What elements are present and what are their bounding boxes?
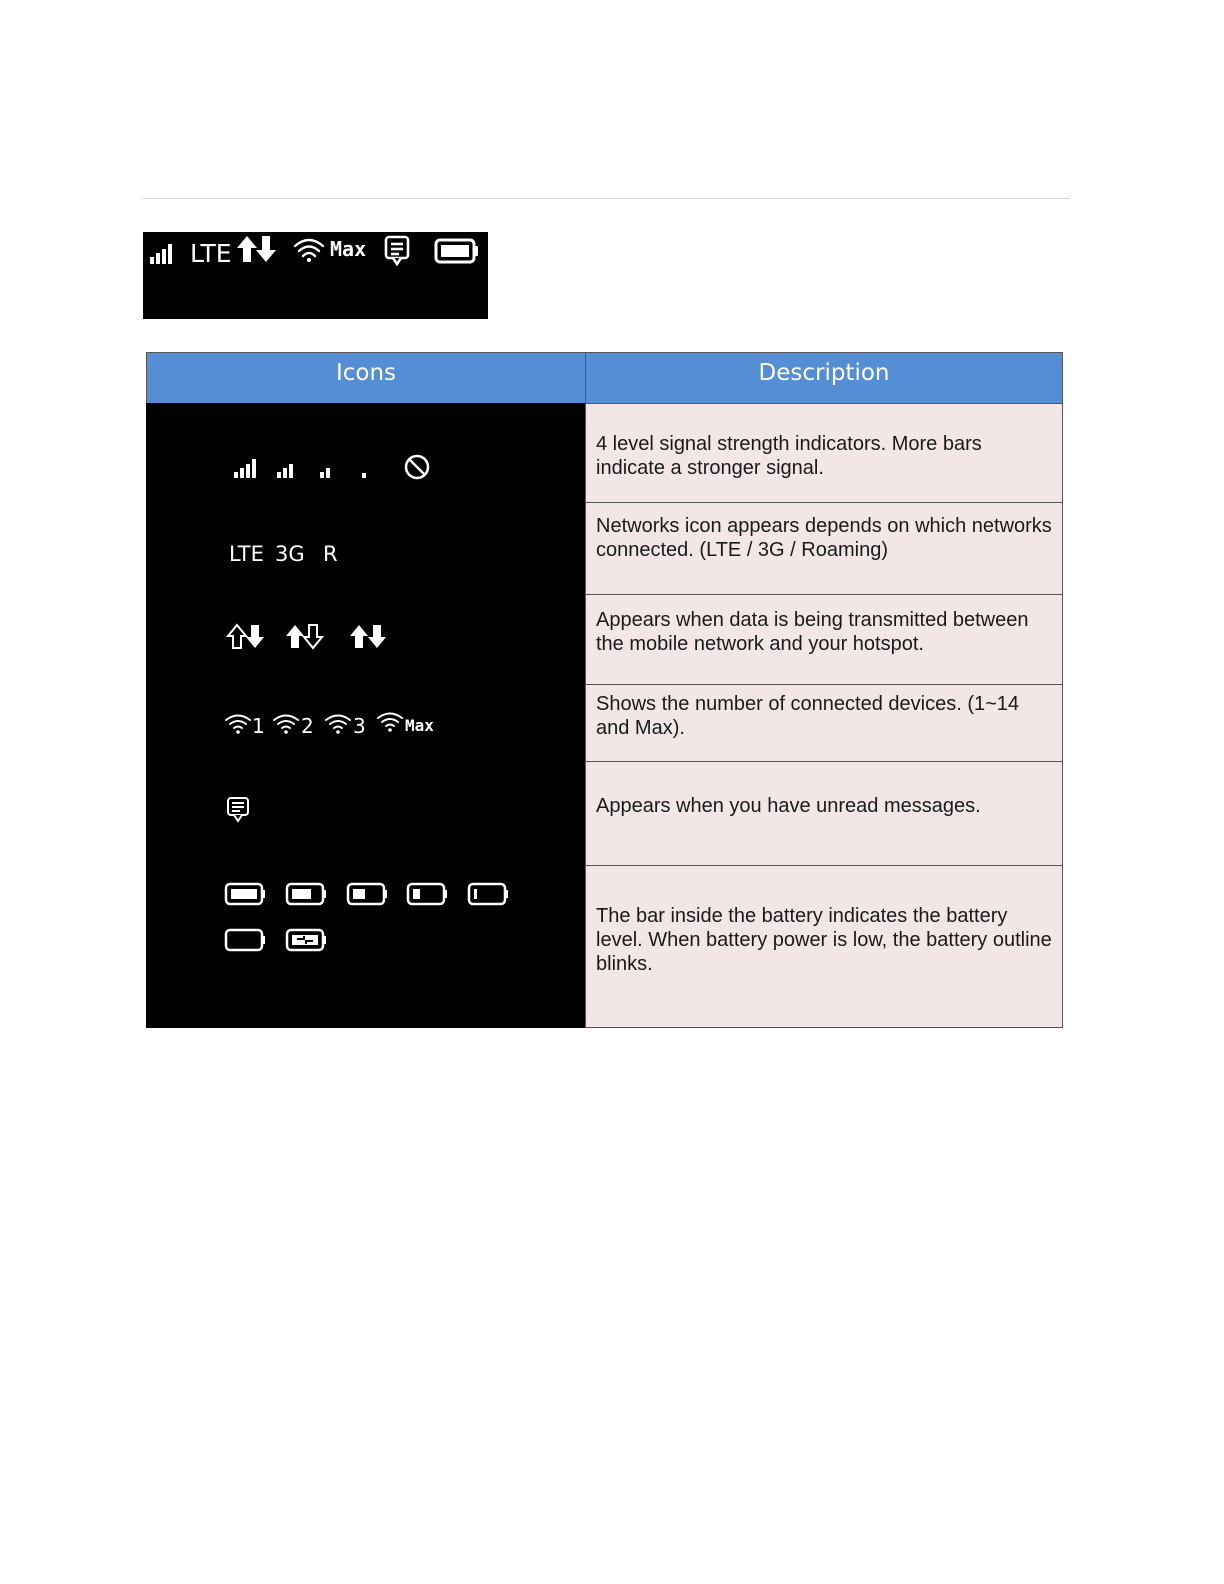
network-roaming-label: R bbox=[323, 542, 338, 566]
battery-25-icon bbox=[408, 884, 447, 904]
device-count-2: 2 bbox=[301, 714, 314, 738]
battery-empty-icon bbox=[226, 930, 265, 950]
description-network bbox=[585, 502, 1063, 595]
device-count-3: 3 bbox=[353, 714, 366, 738]
device-count-max: Max bbox=[405, 716, 434, 735]
wifi-device-count-1 bbox=[226, 716, 250, 734]
signal-icon bbox=[150, 244, 172, 264]
network-lte-label: LTE bbox=[229, 542, 264, 566]
network-3g-label: 3G bbox=[275, 542, 305, 566]
wifi-icon bbox=[295, 240, 323, 262]
battery-full-icon bbox=[226, 884, 265, 904]
wifi-max-label: Max bbox=[330, 237, 367, 261]
header-icons: Icons bbox=[146, 352, 586, 404]
wifi-device-count-max bbox=[378, 714, 402, 732]
description-network-text: Networks icon appears depends on which networks connected. (LTE / 3G / Roaming) bbox=[596, 515, 1052, 561]
both-arrows-icon bbox=[350, 625, 386, 648]
top-rule bbox=[143, 198, 1070, 199]
header-description: Description bbox=[585, 352, 1063, 404]
icons-column bbox=[146, 403, 586, 1028]
wifi-device-count-2 bbox=[274, 716, 298, 734]
description-signal-text: 4 level signal strength indicators. More bars indicate a stronger signal. bbox=[596, 433, 982, 479]
description-messages-text: Appears when you have unread messages. bbox=[596, 795, 981, 817]
description-devices-text: Shows the number of connected devices. (1~14 and Max). bbox=[596, 693, 1020, 739]
description-battery bbox=[585, 865, 1063, 1028]
battery-75-icon bbox=[287, 884, 326, 904]
upload-only-icon bbox=[286, 625, 322, 648]
no-signal-icon bbox=[406, 456, 428, 478]
description-data-text: Appears when data is being transmitted between the mobile network and your hotspot. bbox=[596, 609, 1029, 655]
icons-table bbox=[146, 352, 1063, 1028]
wifi-device-count-3 bbox=[326, 716, 350, 734]
data-arrows-icon bbox=[237, 236, 276, 262]
description-signal bbox=[585, 403, 1063, 503]
description-data bbox=[585, 594, 1063, 685]
signal-1-bar-icon bbox=[362, 473, 366, 478]
signal-2-bars-icon bbox=[320, 468, 330, 478]
device-count-1: 1 bbox=[252, 714, 265, 738]
status-bar-preview bbox=[143, 232, 488, 319]
battery-50-icon bbox=[348, 884, 387, 904]
message-icon bbox=[386, 237, 408, 264]
signal-4-bars-icon bbox=[234, 459, 256, 478]
description-devices bbox=[585, 684, 1063, 762]
signal-3-bars-icon bbox=[277, 464, 293, 478]
description-messages bbox=[585, 761, 1063, 866]
upload-download-icon bbox=[228, 625, 264, 648]
lte-icon: LTE bbox=[190, 239, 232, 268]
battery-icon bbox=[436, 240, 478, 262]
battery-charging-icon bbox=[287, 930, 326, 950]
description-battery-text: The bar inside the battery indicates the battery level. When battery power is low, the battery outline blinks. bbox=[596, 905, 1052, 975]
message-icon bbox=[228, 798, 248, 821]
battery-low-icon bbox=[469, 884, 508, 904]
